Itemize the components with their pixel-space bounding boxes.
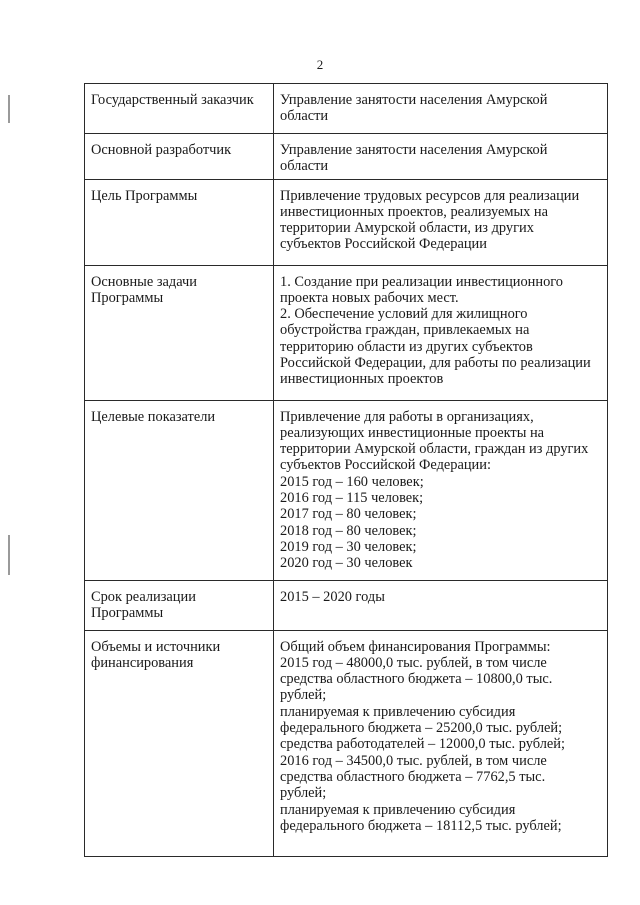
row-value-line: реализующих инвестиционные проекты на	[280, 424, 545, 441]
table-row	[85, 265, 608, 400]
row-value-line: Общий объем финансирования Программы:	[280, 638, 551, 655]
row-value-line: Управление занятости населения Амурской	[280, 142, 548, 158]
row-value-line: рублей;	[280, 687, 327, 704]
row-label-cell	[85, 630, 274, 856]
row-value-line: территории Амурской области, граждан из других	[280, 441, 589, 458]
row-value-cell	[274, 580, 608, 630]
page-number: 2	[316, 57, 324, 72]
row-value-cell	[274, 84, 608, 134]
row-value-line: инвестиционных проектов	[280, 371, 444, 388]
row-label-cell	[85, 179, 274, 265]
row-label-cell	[85, 580, 274, 630]
row-value-line: 2015 – 2020 годы	[280, 588, 385, 605]
row-value-line: Управление занятости населения Амурской	[280, 92, 548, 108]
row-value-cell	[274, 400, 608, 580]
row-value-cell	[274, 179, 608, 265]
table-row	[85, 84, 608, 134]
row-value-line: 2015 год – 48000,0 тыс. рублей, в том числе	[280, 654, 547, 671]
table-row	[85, 134, 608, 180]
table-row	[85, 179, 608, 265]
row-label-line: Целевые показатели	[91, 408, 216, 425]
row-label-line: Объемы и источники	[91, 638, 221, 655]
row-value-line: инвестиционных проектов, реализуемых на	[280, 203, 549, 220]
row-label-cell	[85, 265, 274, 400]
row-value-line: федерального бюджета – 25200,0 тыс. рублей;	[280, 720, 563, 737]
row-value-line: 2. Обеспечение условий для жилищного	[280, 306, 528, 323]
row-value-line: субъектов Российской Федерации:	[280, 457, 491, 474]
row-value-line: 1. Создание при реализации инвестиционного	[280, 273, 563, 290]
row-value-line: 2019 год – 30 человек;	[280, 538, 417, 555]
row-value-cell	[274, 134, 608, 180]
row-label-line: финансирования	[91, 654, 194, 671]
program-passport-table	[84, 83, 608, 857]
table-row	[85, 580, 608, 630]
row-value-line: территории Амурской области, из других	[280, 220, 534, 237]
row-label-line: Программы	[91, 604, 164, 621]
row-value-line: Привлечение трудовых ресурсов для реализации	[280, 187, 580, 204]
row-value-line: 2016 год – 115 человек;	[280, 490, 424, 507]
scan-edge-mark	[8, 535, 10, 575]
row-label-line: Государственный заказчик	[91, 92, 254, 108]
row-value-line: федерального бюджета – 18112,5 тыс. рублей;	[280, 817, 562, 834]
row-label-line: Цель Программы	[91, 187, 198, 204]
row-value-line: области	[280, 158, 329, 175]
row-value-line: средства работодателей – 12000,0 тыс. рублей;	[280, 736, 565, 753]
row-value-line: средства областного бюджета – 7762,5 тыс.	[280, 768, 546, 785]
row-value-cell	[274, 630, 608, 856]
row-value-line: Российской Федерации, для работы по реализации	[280, 355, 591, 372]
row-value-line: планируемая к привлечению субсидия	[280, 801, 516, 818]
row-value-line: 2017 год – 80 человек;	[280, 506, 417, 523]
row-value-line: 2015 год – 160 человек;	[280, 473, 424, 490]
row-value-line: рублей;	[280, 785, 327, 802]
row-value-line: 2018 год – 80 человек;	[280, 522, 417, 539]
scan-edge-mark	[8, 95, 10, 123]
table-row	[85, 630, 608, 856]
row-value-line: обустройства граждан, привлекаемых на	[280, 322, 530, 339]
row-label-cell	[85, 134, 274, 180]
row-label-cell	[85, 400, 274, 580]
row-value-cell	[274, 265, 608, 400]
row-label-line: Срок реализации	[91, 588, 196, 605]
row-value-line: планируемая к привлечению субсидия	[280, 703, 516, 720]
row-label-line: Основные задачи	[91, 273, 197, 290]
row-label-line: Основной разработчик	[91, 142, 232, 158]
row-value-line: территорию области из других субъектов	[280, 338, 533, 355]
row-value-line: области	[280, 108, 329, 125]
row-value-line: средства областного бюджета – 10800,0 тыс.	[280, 671, 553, 688]
row-label-cell	[85, 84, 274, 134]
row-value-line: субъектов Российской Федерации	[280, 236, 487, 253]
table-row	[85, 400, 608, 580]
row-value-line: 2020 год – 30 человек	[280, 555, 413, 572]
row-value-line: Привлечение для работы в организациях,	[280, 408, 534, 425]
row-value-line: 2016 год – 34500,0 тыс. рублей, в том числе	[280, 752, 547, 769]
row-value-line: проекта новых рабочих мест.	[280, 289, 459, 306]
row-label-line: Программы	[91, 289, 164, 306]
